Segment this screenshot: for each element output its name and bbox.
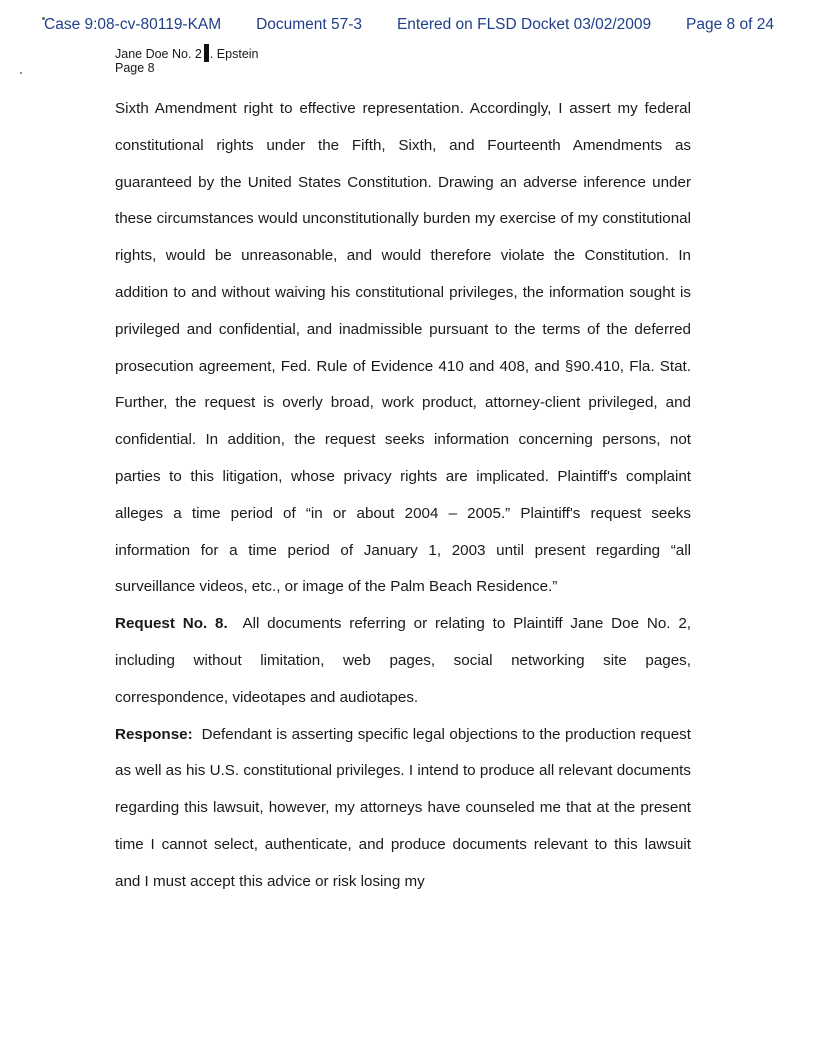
caption-defendant: . Epstein <box>209 47 259 61</box>
docket-header <box>44 16 774 34</box>
request-label: Request No. 8. <box>115 615 228 633</box>
docket-case-number: Case 9:08-cv-80119-KAM <box>44 16 222 33</box>
response-text: Defendant is asserting specific legal objections to the production request as well as his U.S. constitutional privileges. I intend to produce all relevant documents regarding this lawsuit, however, my attorneys have counseled me that at the present time I cannot select, authenticate, and produce documents relevant to this lawsuit and I must accept this advice or risk losing my <box>115 725 691 890</box>
request-text: All documents referring or relating to Plaintiff Jane Doe No. 2, including without limitation, web pages, social networking site pages, correspondence, videotapes and audiotapes. <box>115 615 691 706</box>
paragraph-text: Sixth Amendment right to effective representation. Accordingly, I assert my federal constitutional rights under the Fifth, Sixth, and Fourteenth Amendments as guaranteed by the United States Constitution. Drawing an adverse inference under these circumstances would unconstitutionally burden my exercise of my constitutional rights, would be unreasonable, and would therefore violate the Constitution. In addition to and without waiving his constitutional privileges, the information sought is privileged and confidential, and inadmissible pursuant to the terms of the deferred prosecution agreement, Fed. Rule of Evidence 410 and 408, and §90.410, Fla. Stat. Further, the request is overly broad, work product, attorney-client privileged, and confidential. In addition, the request seeks information concerning persons, not parties to this litigation, whose privacy rights are implicated. Plaintiff's complaint alleges a time period of “in or about 2004 – 2005.” Plaintiff's request seeks information for a time period of January 1, 2003 until present regarding “all surveillance videos, etc., or image of the Palm Beach Residence.” <box>115 100 691 596</box>
redaction-bar <box>204 44 209 62</box>
docket-page-number: Page 8 of 24 <box>686 16 774 33</box>
request-paragraph <box>115 606 691 716</box>
continuation-paragraph <box>115 91 691 606</box>
response-paragraph <box>115 717 691 901</box>
document-body <box>115 91 691 901</box>
caption-plaintiff: Jane Doe No. 2 <box>115 47 202 61</box>
document-page-label: Page 8 <box>115 61 155 75</box>
docket-document-number: Document 57-3 <box>256 16 363 33</box>
scan-speck <box>20 72 22 74</box>
response-label: Response: <box>115 725 193 743</box>
docket-entry-date: Entered on FLSD Docket 03/02/2009 <box>396 16 652 33</box>
